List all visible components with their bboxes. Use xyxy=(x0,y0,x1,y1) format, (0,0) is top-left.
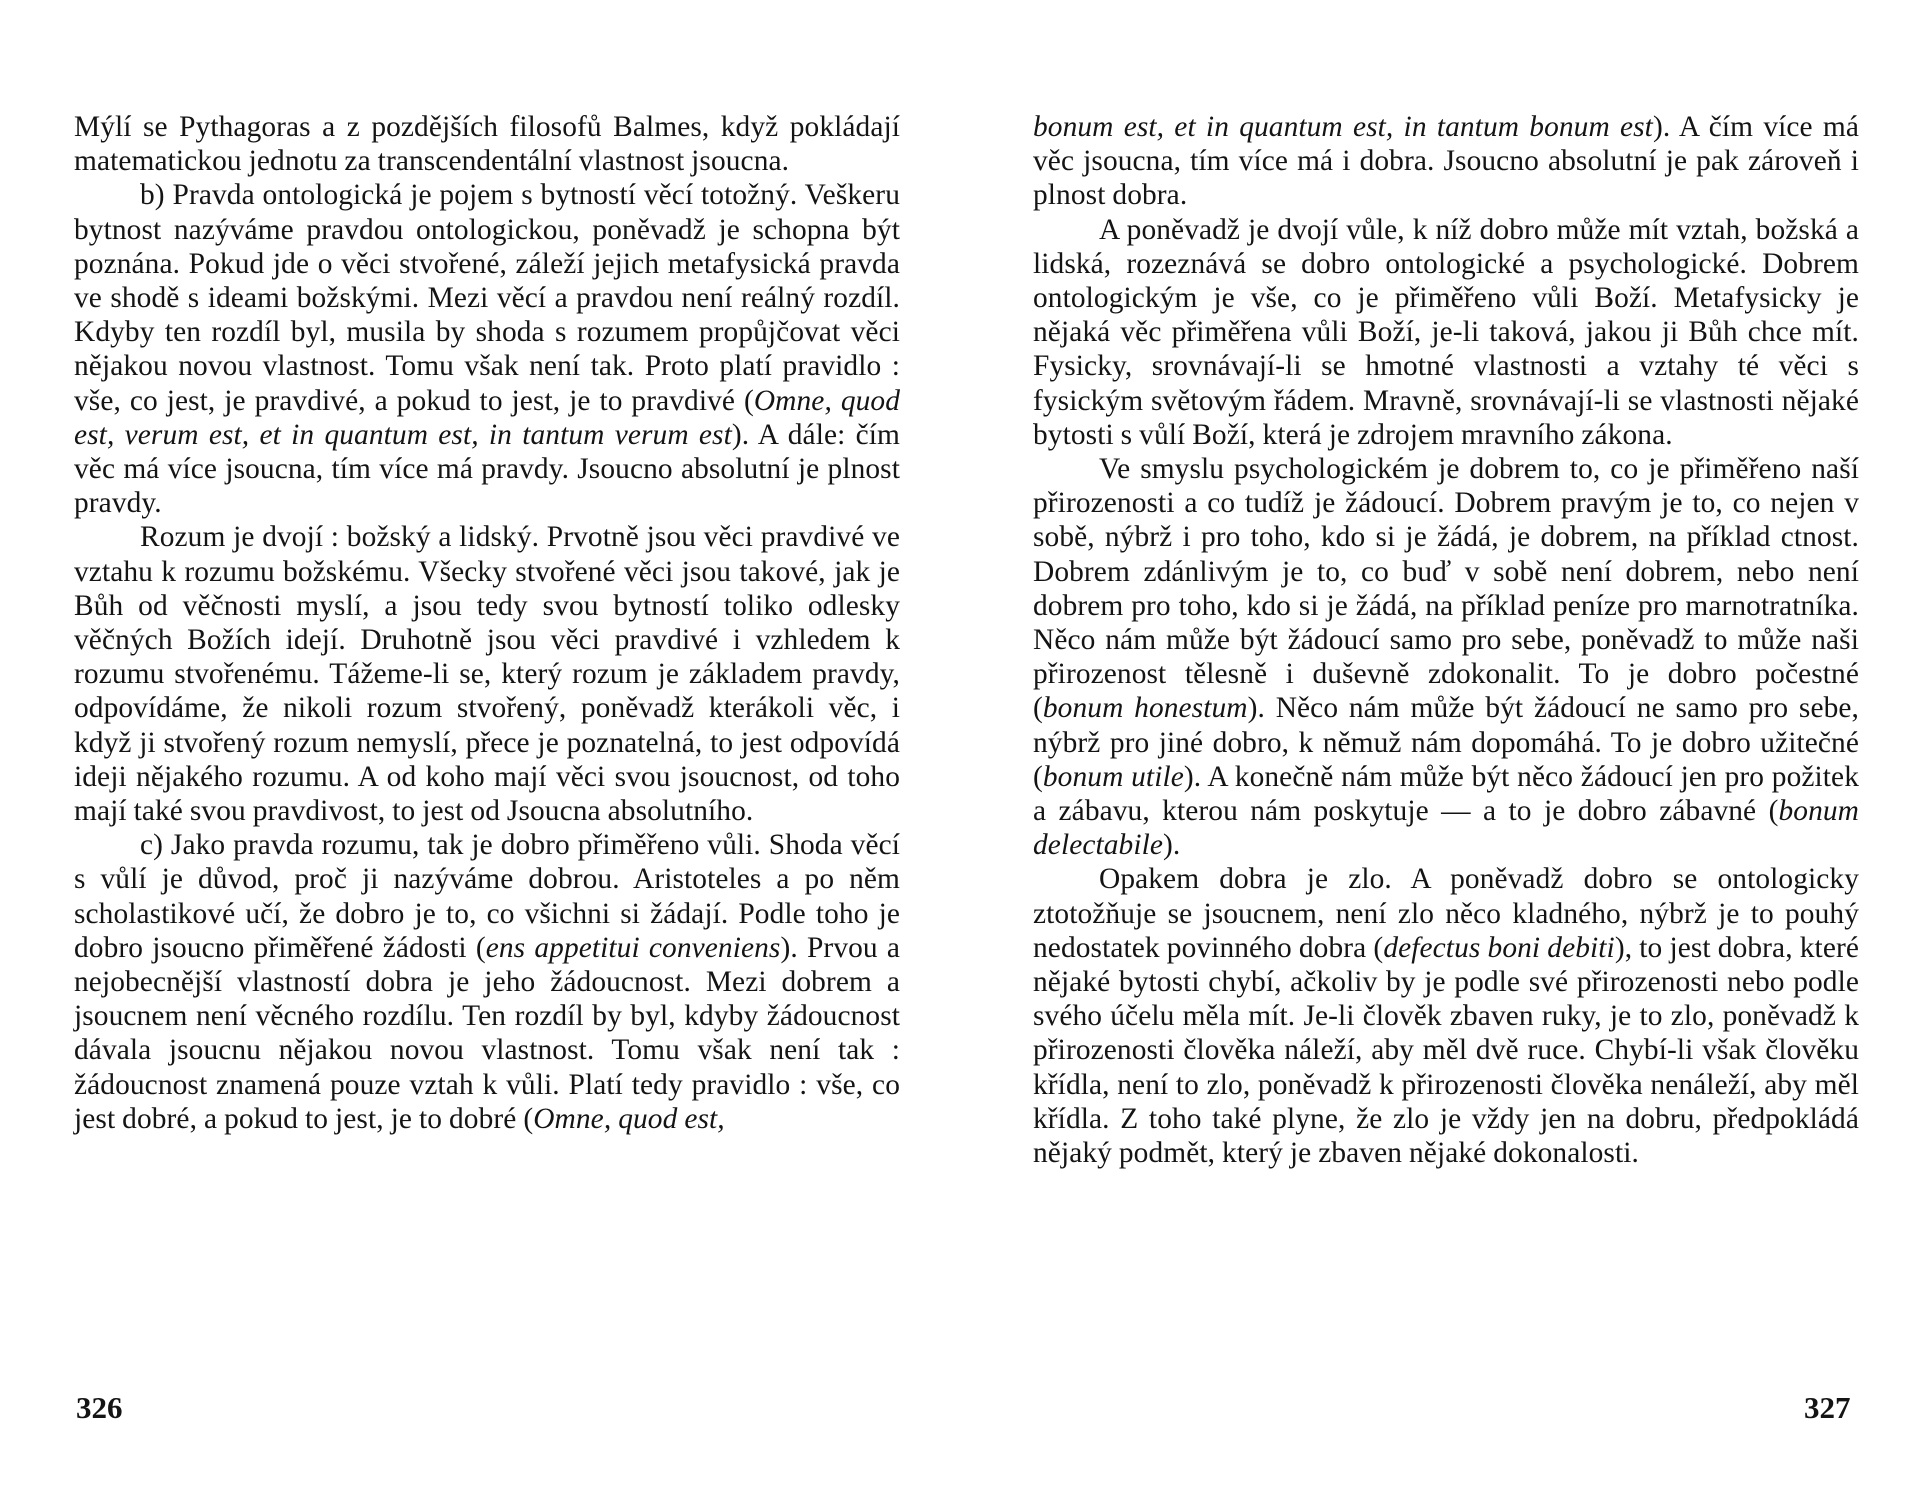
page-number-right: 327 xyxy=(1804,1390,1851,1425)
text-run: ). Prvou a nejobecnější vlastností dobra je jeho žádoucnost. Mezi dobrem a jsoucnem není věcného rozdílu. Ten rozdíl by byl, kdyby žádoucnost dávala jsoucnu nějakou novou vlastnost. Tomu však není tak : žádoucnost znamená pouze vztah k vůli. Platí tedy pravidlo : vše, co jest dobré, a pokud to jest, je to dobré ( xyxy=(74,931,901,1135)
paragraph xyxy=(1033,862,1859,1170)
paragraph xyxy=(74,178,900,520)
text-run: Ve smyslu psychologickém je dobrem to, co je přiměřeno naší přirozenosti a co tudíž je žádoucí. Dobrem pravým je to, co nejen v sobě, nýbrž i pro toho, kdo si je žádá, je dobrem, na příklad ctnost. Dobrem zdánlivým je to, co buď v sobě není dobrem, nebo není dobrem pro toho, kdo si je žádá, na příklad peníze pro marnotratníka. Něco nám může být žádoucí samo pro sebe, poněvadž to může naši přirozenost tělesně i duševně zdokonalit. To je dobro počestné ( xyxy=(1033,453,1859,725)
paragraph xyxy=(1033,213,1859,452)
text-run: Mýlí se Pythagoras a z pozdějších filosofů Balmes, když pokládají matematickou jednotu za transcendentální vlastnost jsoucna. xyxy=(74,111,900,178)
text-run: Rozum je dvojí : božský a lidský. Prvotně jsou věci pravdivé ve vztahu k rozumu božskému. Všecky stvořené věci jsou takové, jak je Bůh od věčnosti myslí, a jsou tedy svou bytností toliko odlesky věčných Božích idejí. Druhotně jsou věci pravdivé i vzhledem k rozumu stvořenému. Tážeme-li se, který rozum je základem pravdy, odpovídáme, že nikoli rozum stvořený, poněvadž kterákoli věc, i když ji stvořený rozum nemyslí, přece je poznatelná, to jest odpovídá ideji nějakého rozumu. A od koho mají věci svou jsoucnost, od toho mají také svou pravdivost, to jest od Jsoucna absolutního. xyxy=(74,521,900,828)
page-number-left: 326 xyxy=(76,1390,123,1425)
latin-term: bonum utile xyxy=(1042,760,1184,793)
paragraph xyxy=(74,110,900,178)
text-run: c) Jako pravda rozumu, tak je dobro přiměřeno vůli. Shoda věcí s vůlí je důvod, proč ji nazýváme dobrou. Aristoteles a po něm scholastikové učí, že dobro je to, co všichni si žádají. Podle toho je dobro jsoucno přiměřené žádosti ( xyxy=(74,829,900,964)
text-run: ), to jest dobra, které nějaké bytosti chybí, ačkoliv by je podle své přirozenosti nebo podle svého účelu měla mít. Je-li člověk zbaven ruky, je to zlo, poněvadž k přirozenosti člověka náleží, aby měl dvě ruce. Chybí-li však člověku křídla, není to zlo, poněvadž k přirozenosti člověka nenáleží, aby měl křídla. Z toho také plyne, že zlo je vždy jen na dobru, předpokládá nějaký podmět, který je zbaven nějaké dokonalosti. xyxy=(1033,931,1859,1170)
right-page-text xyxy=(1033,110,1859,1170)
paragraph xyxy=(1033,452,1859,862)
latin-term: ens appetitui conveniens xyxy=(485,931,781,964)
text-run: ). xyxy=(1163,829,1181,862)
latin-term: Omne, quod est, verum est, et in quantum est, in tantum verum est xyxy=(74,384,900,451)
text-run: ). A dále: čím věc má více jsoucna, tím více má pravdy. Jsoucno absolutní je plnost pravdy. xyxy=(74,418,900,520)
text-run: b) Pravda ontologická je pojem s bytností věcí totožný. Veškeru bytnost nazýváme pravdou ontologickou, poněvadž je schopna být poznána. Pokud jde o věci stvořené, záleží jejich metafysická pravda ve shodě s ideami božskými. Mezi věcí a pravdou není reálný rozdíl. Kdyby ten rozdíl byl, musila by shoda s rozumem propůjčovat věci nějakou novou vlastnost. Tomu však není tak. Proto platí pravidlo : vše, co jest, je pravdivé, a pokud to jest, je to pravdivé ( xyxy=(74,179,900,417)
latin-term: bonum honestum xyxy=(1042,692,1248,725)
paragraph xyxy=(74,520,900,828)
latin-term: defectus boni debiti xyxy=(1383,931,1615,964)
latin-term: bonum delectabile xyxy=(1033,795,1859,862)
latin-term: Omne, quod est, xyxy=(533,1102,725,1135)
text-run: ). Něco nám může být žádoucí ne samo pro sebe, nýbrž pro jiné dobro, k němuž nám dopomáhá. To je dobro užitečné ( xyxy=(1033,692,1859,793)
left-page-text xyxy=(74,110,900,1136)
latin-term: bonum est, et in quantum est, in tantum bonum est xyxy=(1033,111,1653,143)
paragraph xyxy=(74,828,900,1136)
left-page xyxy=(74,110,900,1136)
text-run: ). A čím více má věc jsoucna, tím více má i dobra. Jsoucno absolutní je pak zároveň i plnost dobra. xyxy=(1033,111,1859,212)
text-run: ). A konečně nám může být něco žádoucí jen pro požitek a zábavu, kterou nám poskytuje — a to je dobro zábavné ( xyxy=(1033,760,1860,828)
right-page xyxy=(1033,110,1859,1170)
text-run: A poněvadž je dvojí vůle, k níž dobro může mít vztah, božská a lidská, rozeznává se dobro ontologické a psychologické. Dobrem ontologickým je vše, co je přiměřeno vůli Boží. Metafysicky je nějaká věc přiměřena vůli Boží, je-li taková, jakou ji Bůh chce mít. Fysicky, srovnávají-li se hmotné vlastnosti a vztahy té věci s fysickým světovým řádem. Mravně, srovnávají-li se vlastnosti nějaké bytosti s vůlí Boží, která je zdrojem mravního zákona. xyxy=(1033,213,1859,451)
text-run: Opakem dobra je zlo. A poněvadž dobro se ontologicky ztotožňuje se jsoucnem, není zlo něco kladného, nýbrž je to pouhý nedostatek povinného dobra ( xyxy=(1033,863,1859,964)
paragraph xyxy=(1033,110,1859,213)
